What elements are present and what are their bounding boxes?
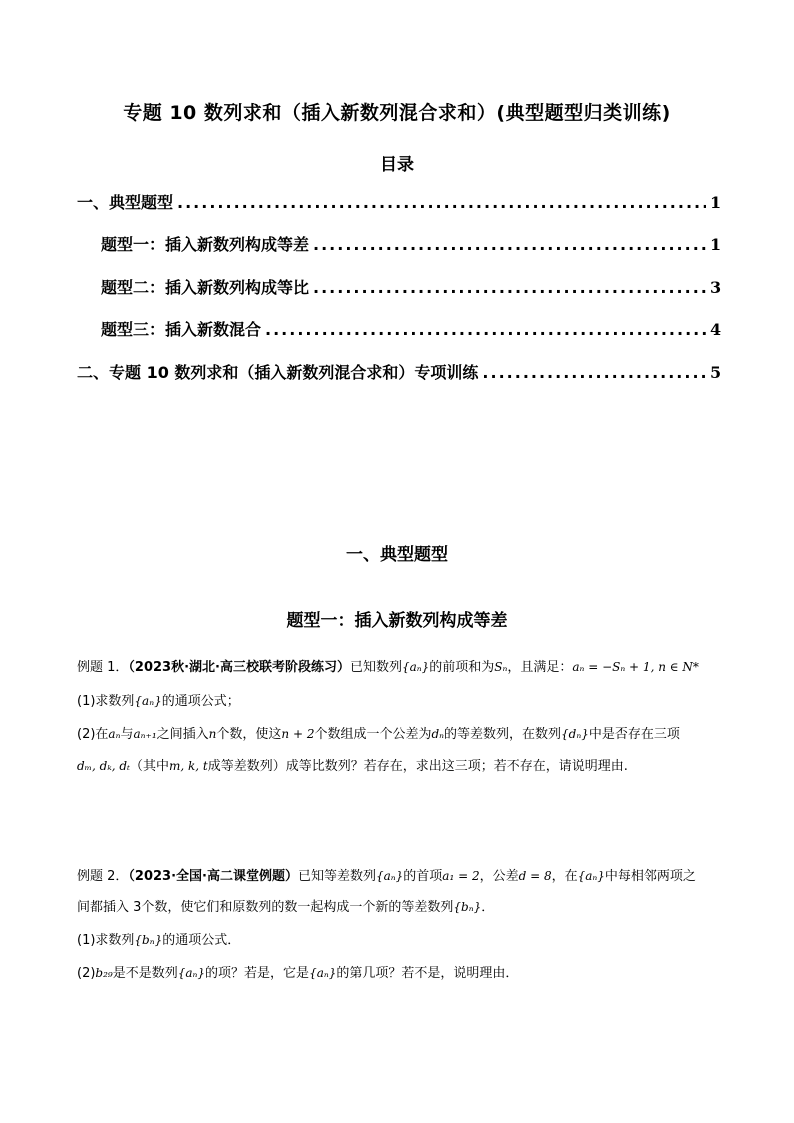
question-text: 与 — [120, 727, 134, 742]
toc-entry-type3[interactable] — [101, 317, 720, 341]
example1-question2-line2 — [77, 756, 628, 777]
math-sn: Sₙ — [494, 660, 508, 674]
toc-page-number: 1 — [710, 193, 722, 212]
question-text: 的通项公式； — [161, 694, 240, 709]
example-text: 已知等差数列 — [297, 869, 376, 884]
math-an1: aₙ₊₁ — [133, 727, 157, 741]
math-dn: dₙ — [431, 727, 445, 741]
toc-heading: 目录 — [380, 155, 414, 175]
math-seq-a: {aₙ} — [401, 660, 430, 674]
question-text: 之间插入 — [156, 727, 209, 742]
toc-entry-label: 一、典型题型 — [77, 193, 174, 212]
question-text: 的第几项？若不是，说明理由． — [336, 966, 519, 981]
toc-page-number: 3 — [710, 278, 722, 297]
toc-entry-label: 题型一：插入新数列构成等差 — [101, 235, 310, 254]
toc-entry-label: 二、专题 10 数列求和（插入新数列混合求和）专项训练 — [77, 363, 479, 382]
example-text: ，且满足： — [507, 660, 573, 675]
example1-line1 — [77, 657, 699, 678]
toc-entry-type1[interactable] — [101, 232, 720, 256]
math-d: d = 8 — [518, 869, 552, 883]
question-text: (2) — [77, 966, 96, 981]
question-text: 成等差数列）成等比数列？若存在，求出这三项；若不存在，请说明理由. — [207, 759, 628, 774]
example-source: （2023·全国·高二课堂例题） — [128, 869, 298, 884]
math-seq-b: {bₙ} — [134, 933, 163, 947]
toc-leader-dots — [177, 193, 706, 212]
example2-question1 — [77, 930, 240, 951]
math-b29: b₂₉ — [95, 966, 113, 980]
example-text: 的前项和为 — [429, 660, 495, 675]
example-source: （2023秋·湖北·高三校联考阶段练习） — [128, 660, 350, 675]
question-text: （其中 — [130, 759, 170, 774]
math-seq-a: {aₙ} — [375, 869, 404, 883]
subsection-heading: 题型一：插入新数列构成等差 — [286, 611, 508, 631]
math-mkt: m, k, t — [169, 759, 208, 773]
question-text: 中是否存在三项 — [588, 727, 680, 742]
toc-page-number: 4 — [710, 320, 722, 339]
example2-question2 — [77, 963, 518, 984]
toc-page-number: 1 — [710, 235, 722, 254]
toc-entry-typical[interactable] — [77, 190, 720, 214]
question-text: 的项？若是，它是 — [205, 966, 310, 981]
toc-leader-dots — [313, 235, 706, 254]
math-seq-a: {aₙ} — [177, 966, 206, 980]
toc-leader-dots — [265, 320, 706, 339]
question-text: (1)求数列 — [77, 694, 135, 709]
example-text: 间都插入 3个数，使它们和原数列的数一起构成一个新的等差数列 — [77, 900, 454, 915]
section-heading: 一、典型题型 — [346, 545, 448, 565]
document-title: 专题 10 数列求和（插入新数列混合求和）(典型题型归类训练) — [123, 102, 671, 124]
question-text: 的通项公式． — [162, 933, 241, 948]
example2-line1 — [77, 866, 696, 887]
example2-line2 — [77, 897, 494, 918]
example-label: 例题 1． — [77, 660, 129, 675]
math-condition: aₙ = −Sₙ + 1, n ∈ N* — [572, 660, 699, 674]
question-text: (1)求数列 — [77, 933, 135, 948]
example-text: 已知数列 — [349, 660, 402, 675]
example-text: ． — [481, 900, 495, 915]
question-text: 个数组成一个公差为 — [314, 727, 432, 742]
example-text: 中每相邻两项之 — [604, 869, 696, 884]
toc-leader-dots — [313, 278, 706, 297]
toc-entry-label: 题型三：插入新数混合 — [101, 320, 262, 339]
example1-question1 — [77, 691, 240, 712]
example1-question2-line1 — [77, 724, 680, 745]
math-seq-d: {dₙ} — [561, 727, 589, 741]
example-text: ，公差 — [479, 869, 519, 884]
question-text: 个数，使这 — [216, 727, 282, 742]
math-an: aₙ — [108, 727, 121, 741]
math-terms: dₘ, dₖ, dₜ — [77, 759, 130, 773]
math-seq-a: {aₙ} — [134, 694, 162, 708]
math-a1: a₁ = 2 — [442, 869, 480, 883]
math-seq-a: {aₙ} — [577, 869, 605, 883]
toc-entry-training[interactable] — [77, 360, 720, 384]
toc-leader-dots — [482, 363, 706, 382]
math-seq-a: {aₙ} — [309, 966, 337, 980]
toc-page-number: 5 — [710, 363, 722, 382]
math-n: n — [208, 727, 217, 741]
question-text: (2)在 — [77, 727, 109, 742]
math-seq-b: {bₙ} — [453, 900, 482, 914]
toc-entry-type2[interactable] — [101, 275, 720, 299]
example-label: 例题 2． — [77, 869, 129, 884]
question-text: 是不是数列 — [112, 966, 178, 981]
example-text: 的首项 — [403, 869, 443, 884]
question-text: 的等差数列，在数列 — [444, 727, 562, 742]
example-text: ，在 — [551, 869, 578, 884]
math-n-plus-2: n + 2 — [281, 727, 315, 741]
toc-entry-label: 题型二：插入新数列构成等比 — [101, 278, 310, 297]
